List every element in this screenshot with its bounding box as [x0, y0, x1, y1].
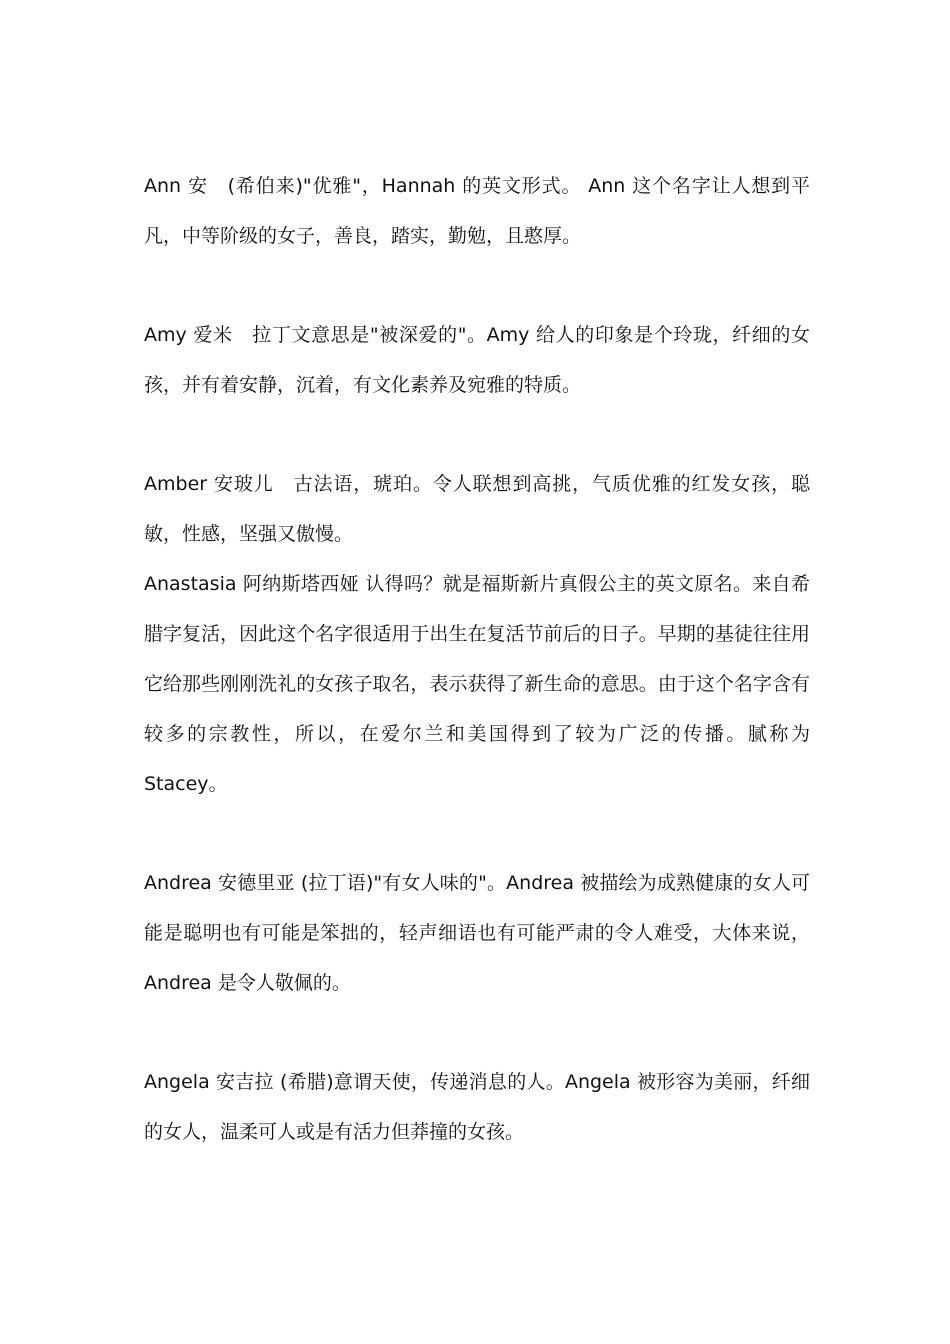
name-entry-andrea: Andrea 安德里亚 (拉丁语)"有女人味的"。Andrea 被描绘为成熟健康的女人可能是聪明也有可能是笨拙的，轻声细语也有可能严肃的令人难受，大体来说，Andrea 是令人敬佩的。: [144, 872, 810, 994]
name-entry-amber: Amber 安玻儿 古法语，琥珀。令人联想到高挑，气质优雅的红发女孩，聪敏，性感，坚强又傲慢。: [144, 473, 810, 545]
name-entry-ann: Ann 安 (希伯来)"优雅"，Hannah 的英文形式。 Ann 这个名字让人想到平凡，中等阶级的女子，善良，踏实，勤勉，且憨厚。: [144, 175, 810, 247]
name-entry-angela: Angela 安吉拉 (希腊)意谓天使，传递消息的人。Angela 被形容为美丽，纤细的女人，温柔可人或是有活力但莽撞的女孩。: [144, 1071, 810, 1143]
name-entry-amy: Amy 爱米 拉丁文意思是"被深爱的"。Amy 给人的印象是个玲珑，纤细的女孩，并有着安静，沉着，有文化素养及宛雅的特质。: [144, 324, 810, 396]
name-entry-anastasia: Anastasia 阿纳斯塔西娅 认得吗？就是福斯新片真假公主的英文原名。来自希腊字复活，因此这个名字很适用于出生在复活节前后的日子。早期的基徒往往用它给那些刚刚洗礼的女孩子取名，表示获得了新生命的意思。由于这个名字含有较多的宗教性，所以，在爱尔兰和美国得到了较为广泛的传播。腻称为 Stacey。: [144, 573, 810, 795]
